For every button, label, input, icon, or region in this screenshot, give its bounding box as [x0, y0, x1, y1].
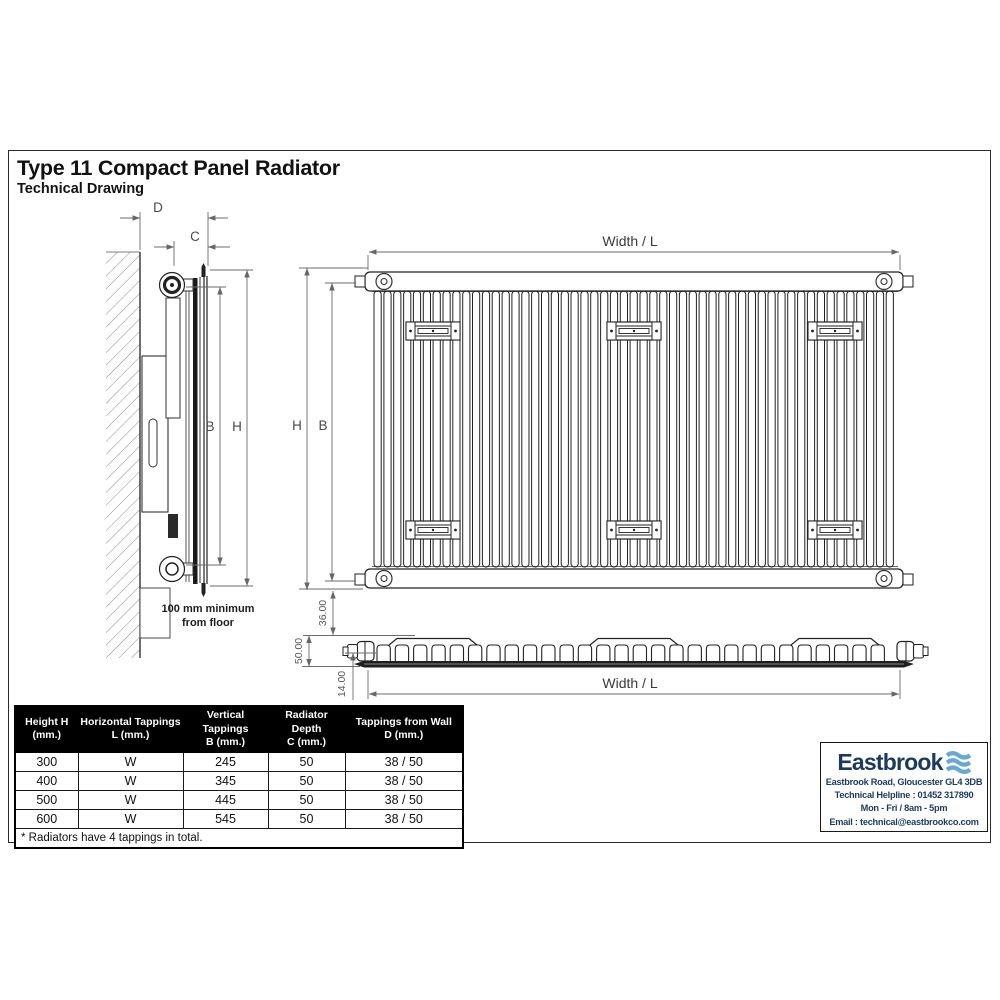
convector-loop — [505, 645, 518, 661]
fin — [473, 291, 480, 567]
page-title: Type 11 Compact Panel Radiator — [17, 156, 340, 180]
fin — [748, 291, 755, 567]
dim-label-50: 50.00 — [293, 637, 305, 665]
dim-label-36: 36.00 — [317, 599, 329, 627]
dim-label-h-front: H — [292, 418, 302, 433]
fin — [778, 291, 785, 567]
mounting-bracket — [607, 521, 661, 539]
convector-loop — [395, 645, 408, 661]
fin — [532, 291, 539, 567]
fin — [699, 291, 706, 567]
table-cell: 50 — [268, 809, 345, 828]
fin — [689, 291, 696, 567]
fin — [739, 291, 746, 567]
convector-loop — [670, 645, 683, 661]
fin — [886, 291, 893, 567]
table-cell: 38 / 50 — [345, 752, 463, 771]
fin — [670, 291, 677, 567]
fin — [709, 291, 716, 567]
fin — [876, 291, 883, 567]
dim-c — [154, 241, 230, 266]
fin — [512, 291, 519, 567]
dim-b-front — [325, 283, 356, 581]
table-cell: 50 — [268, 752, 345, 771]
convector-loop — [523, 645, 536, 661]
fin — [502, 291, 509, 567]
table-row — [15, 752, 463, 771]
convector-loop — [487, 645, 500, 661]
convector-loops — [377, 645, 884, 661]
column-header: Vertical Tappings B (mm.) — [183, 706, 268, 752]
convector-loop — [780, 645, 793, 661]
table-cell: 500 — [15, 790, 78, 809]
fin — [591, 291, 598, 567]
fin — [581, 291, 588, 567]
table-cell: 38 / 50 — [345, 771, 463, 790]
plan-valve-right — [897, 642, 928, 662]
side-tapping-top — [160, 273, 194, 298]
convector-loop — [706, 645, 719, 661]
table-cell: 38 / 50 — [345, 809, 463, 828]
table-cell: 38 / 50 — [345, 790, 463, 809]
fin — [542, 291, 549, 567]
spec-table-body — [15, 752, 463, 828]
side-tapping-bottom — [160, 557, 194, 582]
brand-box — [820, 742, 988, 832]
dim-label-b-side: B — [205, 419, 215, 434]
table-cell: W — [78, 809, 183, 828]
page-subtitle: Technical Drawing — [17, 181, 145, 197]
fin — [571, 291, 578, 567]
spec-table — [14, 705, 464, 849]
fin — [719, 291, 726, 567]
dim-label-width-bottom: Width / L — [602, 675, 658, 691]
fin — [463, 291, 470, 567]
dim-h-front — [299, 268, 368, 590]
column-header: Radiator Depth C (mm.) — [268, 706, 345, 752]
convector-loop — [560, 645, 573, 661]
table-cell: 300 — [15, 752, 78, 771]
column-header: Height H (mm.) — [15, 706, 78, 752]
dim-width-top — [368, 252, 900, 270]
wall-hatch — [106, 252, 140, 658]
convector-loop — [871, 645, 884, 661]
table-cell: 50 — [268, 790, 345, 809]
mounting-bracket — [607, 322, 661, 340]
table-cell: 345 — [183, 771, 268, 790]
plan-valve-left — [343, 642, 374, 662]
table-cell: W — [78, 752, 183, 771]
spec-table-header — [15, 706, 463, 752]
side-panel — [186, 263, 207, 597]
convector-loop — [853, 645, 866, 661]
brand-logo — [821, 748, 987, 776]
table-cell: 600 — [15, 809, 78, 828]
dim-label-b-front: B — [318, 418, 328, 433]
bracket-slot — [149, 419, 157, 467]
table-cell: 50 — [268, 771, 345, 790]
convector-loop — [816, 645, 829, 661]
brand-email: Email : technical@eastbrookco.com — [829, 816, 979, 827]
column-header: Horizontal Tappings L (mm.) — [78, 706, 183, 752]
fin — [384, 291, 391, 567]
brand-hours: Mon - Fri / 8am - 5pm — [860, 803, 948, 814]
bracket-hook — [166, 298, 180, 418]
mounting-bracket — [808, 521, 862, 539]
fin — [679, 291, 686, 567]
convector-loop — [633, 645, 646, 661]
convector-loop — [578, 645, 591, 661]
fin — [551, 291, 558, 567]
convector-loop — [761, 645, 774, 661]
table-cell: 545 — [183, 809, 268, 828]
table-cell: 400 — [15, 771, 78, 790]
mounting-bracket — [808, 322, 862, 340]
brand-name: Eastbrook — [837, 748, 943, 775]
dim-label-h-side: H — [232, 419, 242, 434]
convector-loop — [377, 645, 390, 661]
convector-loop — [743, 645, 756, 661]
convector-loop — [688, 645, 701, 661]
table-row — [15, 771, 463, 790]
convector-loop — [597, 645, 610, 661]
fin — [522, 291, 529, 567]
side-view — [106, 200, 255, 658]
mounting-bracket — [406, 322, 460, 340]
convector-loop — [432, 645, 445, 661]
convector-loop — [798, 645, 811, 661]
floor-note-line1: 100 mm minimum — [161, 603, 255, 615]
convector-loop — [469, 645, 482, 661]
top-rail — [365, 272, 903, 291]
convector-loop — [542, 645, 555, 661]
column-header: Tappings from Wall D (mm.) — [345, 706, 463, 752]
table-cell: 245 — [183, 752, 268, 771]
bracket-foot — [168, 514, 178, 538]
fin — [798, 291, 805, 567]
dim-label-14: 14.00 — [336, 670, 348, 698]
table-footnote: * Radiators have 4 tappings in total. — [15, 828, 463, 848]
dim-label-c: C — [190, 229, 200, 244]
fin — [492, 291, 499, 567]
dim-label-d: D — [153, 200, 163, 215]
convector-loop — [414, 645, 427, 661]
dim-label-width-top: Width / L — [602, 233, 658, 249]
fin — [394, 291, 401, 567]
convector-loop — [725, 645, 738, 661]
bracket-bumps — [389, 639, 879, 646]
convector-loop — [652, 645, 665, 661]
top-view — [293, 591, 928, 700]
table-row — [15, 790, 463, 809]
convector-loop — [835, 645, 848, 661]
fin — [729, 291, 736, 567]
table-cell: 445 — [183, 790, 268, 809]
eastbrook-waves-icon — [946, 751, 971, 774]
table-row — [15, 809, 463, 828]
brand-helpline: Technical Helpline : 01452 317890 — [834, 790, 974, 801]
convector-loop — [615, 645, 628, 661]
fin — [482, 291, 489, 567]
fin — [374, 291, 381, 567]
table-cell: W — [78, 771, 183, 790]
fin — [758, 291, 765, 567]
fin — [867, 291, 874, 567]
front-view — [292, 233, 913, 590]
mounting-bracket — [406, 521, 460, 539]
bottom-rail — [365, 569, 903, 588]
fin — [561, 291, 568, 567]
fin — [788, 291, 795, 567]
brand-address: Eastbrook Road, Gloucester GL4 3DB — [825, 777, 983, 787]
table-cell: W — [78, 790, 183, 809]
floor-note-line2: from floor — [182, 617, 234, 629]
fin — [768, 291, 775, 567]
convector-loop — [450, 645, 463, 661]
